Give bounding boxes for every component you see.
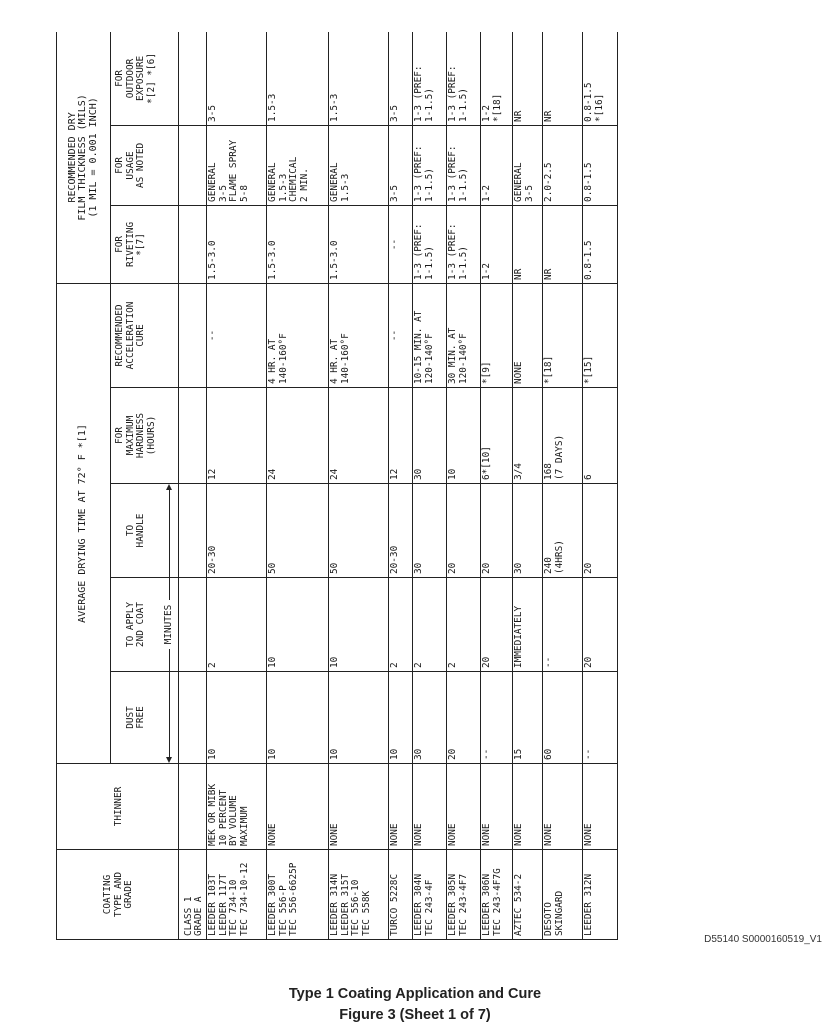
table-row: [207, 32, 267, 940]
header-film-thickness: RECOMMENDED DRY FILM THICKNESS (MILS) (1 MIL = 0.001 INCH): [57, 32, 111, 283]
handle-cell: 20: [481, 484, 513, 578]
riveting-cell: NR: [513, 205, 543, 283]
header-apply-2nd-coat: [111, 578, 179, 672]
usage-cell: 2.0-2.5: [543, 125, 583, 205]
apply-cell: 20: [583, 578, 618, 672]
thinner-cell: NONE: [329, 764, 389, 850]
usage-cell: 0.8-1.5: [583, 125, 618, 205]
riveting-cell: 1-3 (PREF: 1-1.5): [413, 205, 447, 283]
figure-caption: [0, 984, 830, 1026]
header-dust-free: [111, 672, 179, 764]
rotated-table-stage: [56, 32, 618, 940]
minutes-label: MINUTES: [164, 600, 175, 649]
usage-cell: 3-5: [389, 125, 413, 205]
coating-cell: LEEDER 304N TEC 243-4F: [413, 850, 447, 940]
dust-free-cell: 10: [329, 672, 389, 764]
table-row: [447, 32, 481, 940]
outdoor-cell: NR: [543, 32, 583, 125]
riveting-cell: 1.5-3.0: [207, 205, 267, 283]
hardness-cell: 6: [583, 388, 618, 484]
hardness-cell: 6*[10]: [481, 388, 513, 484]
empty-cell: [179, 764, 207, 850]
class-grade-label: CLASS 1 GRADE A: [179, 850, 207, 940]
riveting-cell: 0.8-1.5: [583, 205, 618, 283]
accel-cell: --: [389, 283, 413, 387]
dust-free-cell: 30: [413, 672, 447, 764]
hardness-cell: 10: [447, 388, 481, 484]
coating-cell: AZTEC 534-2: [513, 850, 543, 940]
usage-cell: 1-3 (PREF: 1-1.5): [413, 125, 447, 205]
header-max-hardness: FOR MAXIMUM HARDNESS (HOURS): [111, 388, 179, 484]
riveting-cell: 1-2: [481, 205, 513, 283]
table-row: [413, 32, 447, 940]
apply-cell: 2: [447, 578, 481, 672]
empty-cell: [179, 672, 207, 764]
usage-cell: GENERAL 1.5-3: [329, 125, 389, 205]
riveting-cell: 1.5-3.0: [329, 205, 389, 283]
hardness-cell: 24: [329, 388, 389, 484]
outdoor-cell: NR: [513, 32, 543, 125]
riveting-cell: 1.5-3.0: [267, 205, 329, 283]
to-handle-label: TO HANDLE: [124, 513, 147, 548]
outdoor-cell: 1.5-3: [267, 32, 329, 125]
handle-cell: 20: [583, 484, 618, 578]
outdoor-cell: 1-3 (PREF: 1-1.5): [447, 32, 481, 125]
accel-cell: 4 HR. AT 140-160°F: [329, 283, 389, 387]
dust-free-cell: 20: [447, 672, 481, 764]
table-row: [543, 32, 583, 940]
outdoor-cell: 3-5: [207, 32, 267, 125]
coating-cell: LEEDER 300T TEC 556-P TEC 556-6625P: [267, 850, 329, 940]
riveting-cell: --: [389, 205, 413, 283]
handle-cell: 20-30: [207, 484, 267, 578]
dust-free-cell: 10: [267, 672, 329, 764]
handle-cell: 30: [513, 484, 543, 578]
handle-cell: 20-30: [389, 484, 413, 578]
accel-cell: *[18]: [543, 283, 583, 387]
caption-title: Type 1 Coating Application and Cure: [288, 986, 542, 1002]
hardness-cell: 24: [267, 388, 329, 484]
thinner-cell: NONE: [513, 764, 543, 850]
outdoor-cell: 1.5-3: [329, 32, 389, 125]
dust-free-cell: 10: [207, 672, 267, 764]
thinner-cell: NONE: [389, 764, 413, 850]
thinner-cell: MEK OR MIBK 10 PERCENT BY VOLUME MAXIMUM: [207, 764, 267, 850]
coating-cell: LEEDER 305N TEC 243-4F7: [447, 850, 481, 940]
usage-cell: GENERAL 1.5-3 CHEMICAL 2 MIN.: [267, 125, 329, 205]
outdoor-cell: 1-2 *[18]: [481, 32, 513, 125]
empty-cell: [179, 578, 207, 672]
table-row: [267, 32, 329, 940]
table-row: [329, 32, 389, 940]
apply-cell: 20: [481, 578, 513, 672]
apply-cell: 2: [413, 578, 447, 672]
empty-cell: [179, 125, 207, 205]
thinner-cell: NONE: [267, 764, 329, 850]
dust-free-cell: 10: [389, 672, 413, 764]
arrow-line-left: [169, 672, 170, 759]
riveting-cell: 1-3 (PREF: 1-1.5): [447, 205, 481, 283]
table-row: [481, 32, 513, 940]
thinner-cell: NONE: [447, 764, 481, 850]
coating-cell: LEEDER 312N: [583, 850, 618, 940]
header-coating: COATING TYPE AND GRADE: [57, 850, 179, 940]
document-id: D55140 S0000160519_V1: [704, 934, 822, 945]
rotated-table-frame: [56, 32, 618, 940]
usage-cell: 1-3 (PREF: 1-1.5): [447, 125, 481, 205]
table-row: [389, 32, 413, 940]
apply-cell: IMMEDIATELY: [513, 578, 543, 672]
accel-cell: --: [207, 283, 267, 387]
empty-cell: [179, 205, 207, 283]
handle-cell: 240 (4HRS): [543, 484, 583, 578]
thinner-cell: NONE: [413, 764, 447, 850]
hardness-cell: 12: [207, 388, 267, 484]
usage-cell: 1-2: [481, 125, 513, 205]
accel-cell: NONE: [513, 283, 543, 387]
accel-cell: 4 HR. AT 140-160°F: [267, 283, 329, 387]
thinner-cell: NONE: [543, 764, 583, 850]
table-row: [583, 32, 618, 940]
hardness-cell: 168 (7 DAYS): [543, 388, 583, 484]
accel-cell: 10-15 MIN. AT 120-140°F: [413, 283, 447, 387]
caption-figure: Figure 3 (Sheet 1 of 7): [339, 1007, 491, 1023]
dust-free-cell: 15: [513, 672, 543, 764]
usage-cell: GENERAL 3-5: [513, 125, 543, 205]
dust-free-cell: --: [481, 672, 513, 764]
empty-cell: [179, 283, 207, 387]
handle-cell: 50: [329, 484, 389, 578]
handle-cell: 20: [447, 484, 481, 578]
arrow-line-right: [169, 488, 170, 577]
hardness-cell: 30: [413, 388, 447, 484]
apply-cell: --: [543, 578, 583, 672]
header-acceleration-cure: RECOMMENDED ACCELERATION CURE: [111, 283, 179, 387]
header-average-drying-time: AVERAGE DRYING TIME AT 72° F *[1]: [57, 283, 111, 763]
coating-cell: LEEDER 306N TEC 243-4F7G: [481, 850, 513, 940]
header-riveting: FOR RIVETING *[7]: [111, 205, 179, 283]
coating-cell: DESOTO SKINGARD: [543, 850, 583, 940]
outdoor-cell: 0.8-1.5 *[16]: [583, 32, 618, 125]
thinner-cell: NONE: [583, 764, 618, 850]
header-to-handle: [111, 484, 179, 578]
usage-cell: GENERAL 3-5 FLAME SPRAY 5-8: [207, 125, 267, 205]
apply-cell: 2: [389, 578, 413, 672]
coating-cell: LEEDER 103T LEEDER 117T TEC 734-10 TEC 734-10-12: [207, 850, 267, 940]
apply-2nd-coat-label: TO APPLY 2ND COAT: [124, 601, 147, 648]
accel-cell: *[15]: [583, 283, 618, 387]
header-thinner: THINNER: [57, 764, 179, 850]
hardness-cell: 12: [389, 388, 413, 484]
empty-cell: [179, 484, 207, 578]
coating-table: [56, 32, 618, 940]
coating-cell: TURCO 5228C: [389, 850, 413, 940]
empty-cell: [179, 388, 207, 484]
dust-free-cell: 60: [543, 672, 583, 764]
apply-cell: 10: [329, 578, 389, 672]
dust-free-label: DUST FREE: [124, 706, 147, 729]
apply-cell: 10: [267, 578, 329, 672]
handle-cell: 30: [413, 484, 447, 578]
coating-cell: LEEDER 314N LEEDER 315T TEC 556-10 TEC 558K: [329, 850, 389, 940]
arrow-right-icon: [166, 484, 172, 490]
outdoor-cell: 3-5: [389, 32, 413, 125]
riveting-cell: NR: [543, 205, 583, 283]
thinner-cell: NONE: [481, 764, 513, 850]
apply-cell: 2: [207, 578, 267, 672]
header-usage: FOR USAGE AS NOTED: [111, 125, 179, 205]
accel-cell: 30 MIN. AT 120-140°F: [447, 283, 481, 387]
dust-free-cell: --: [583, 672, 618, 764]
handle-cell: 50: [267, 484, 329, 578]
outdoor-cell: 1-3 (PREF: 1-1.5): [413, 32, 447, 125]
empty-cell: [179, 32, 207, 125]
table-row: [513, 32, 543, 940]
accel-cell: *[9]: [481, 283, 513, 387]
hardness-cell: 3/4: [513, 388, 543, 484]
header-outdoor-exposure: FOR OUTDOOR EXPOSURE *[2] *[6]: [111, 32, 179, 125]
